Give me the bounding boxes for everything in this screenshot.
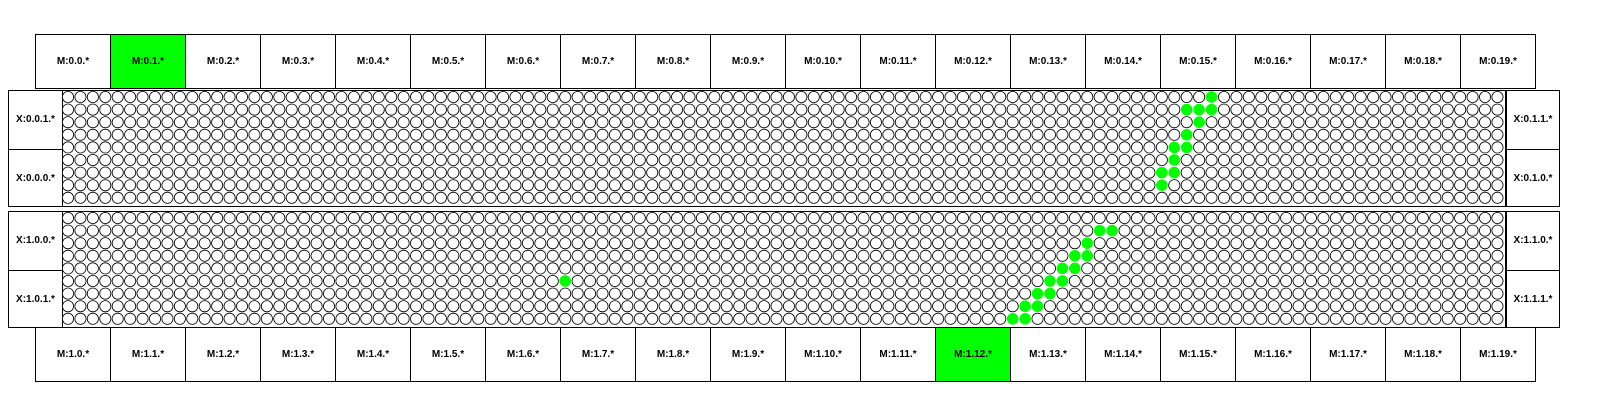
left-port-label-1-0: X:1.0.0.*: [8, 211, 63, 271]
bottom-module-10[interactable]: M:1.10.*: [785, 327, 861, 382]
bottom-module-18[interactable]: M:1.18.*: [1385, 327, 1461, 382]
bottom-module-3[interactable]: M:1.3.*: [260, 327, 336, 382]
crossbar-grid-frame-0: [62, 90, 1506, 207]
top-module-18[interactable]: M:0.18.*: [1385, 34, 1461, 89]
bottom-module-15[interactable]: M:1.15.*: [1160, 327, 1236, 382]
top-module-3[interactable]: M:0.3.*: [260, 34, 336, 89]
right-port-label-0-0: X:0.1.1.*: [1506, 90, 1560, 150]
top-module-1[interactable]: M:0.1.*: [110, 34, 186, 89]
top-module-0[interactable]: M:0.0.*: [35, 34, 111, 89]
bottom-module-9[interactable]: M:1.9.*: [710, 327, 786, 382]
right-port-label-1-0: X:1.1.0.*: [1506, 211, 1560, 271]
bottom-module-5[interactable]: M:1.5.*: [410, 327, 486, 382]
top-module-13[interactable]: M:0.13.*: [1010, 34, 1086, 89]
top-module-4[interactable]: M:0.4.*: [335, 34, 411, 89]
top-module-9[interactable]: M:0.9.*: [710, 34, 786, 89]
top-module-8[interactable]: M:0.8.*: [635, 34, 711, 89]
top-module-14[interactable]: M:0.14.*: [1085, 34, 1161, 89]
bottom-module-4[interactable]: M:1.4.*: [335, 327, 411, 382]
bottom-module-0[interactable]: M:1.0.*: [35, 327, 111, 382]
left-port-label-0-1: X:0.0.0.*: [8, 149, 63, 208]
top-module-7[interactable]: M:0.7.*: [560, 34, 636, 89]
bottom-module-8[interactable]: M:1.8.*: [635, 327, 711, 382]
top-module-17[interactable]: M:0.17.*: [1310, 34, 1386, 89]
top-module-2[interactable]: M:0.2.*: [185, 34, 261, 89]
top-module-15[interactable]: M:0.15.*: [1160, 34, 1236, 89]
right-port-label-1-1: X:1.1.1.*: [1506, 270, 1560, 329]
top-module-11[interactable]: M:0.11.*: [860, 34, 936, 89]
right-port-label-0-1: X:0.1.0.*: [1506, 149, 1560, 208]
bottom-module-16[interactable]: M:1.16.*: [1235, 327, 1311, 382]
top-module-19[interactable]: M:0.19.*: [1460, 34, 1536, 89]
left-port-label-1-1: X:1.0.1.*: [8, 270, 63, 329]
bottom-module-11[interactable]: M:1.11.*: [860, 327, 936, 382]
bottom-module-6[interactable]: M:1.6.*: [485, 327, 561, 382]
bottom-module-2[interactable]: M:1.2.*: [185, 327, 261, 382]
top-module-10[interactable]: M:0.10.*: [785, 34, 861, 89]
top-module-5[interactable]: M:0.5.*: [410, 34, 486, 89]
bottom-module-13[interactable]: M:1.13.*: [1010, 327, 1086, 382]
top-module-12[interactable]: M:0.12.*: [935, 34, 1011, 89]
bottom-module-12[interactable]: M:1.12.*: [935, 327, 1011, 382]
bottom-module-14[interactable]: M:1.14.*: [1085, 327, 1161, 382]
left-port-label-0-0: X:0.0.1.*: [8, 90, 63, 150]
top-module-6[interactable]: M:0.6.*: [485, 34, 561, 89]
top-module-16[interactable]: M:0.16.*: [1235, 34, 1311, 89]
crossbar-grid-frame-1: [62, 211, 1506, 328]
bottom-module-7[interactable]: M:1.7.*: [560, 327, 636, 382]
bottom-module-1[interactable]: M:1.1.*: [110, 327, 186, 382]
bottom-module-19[interactable]: M:1.19.*: [1460, 327, 1536, 382]
bottom-module-17[interactable]: M:1.17.*: [1310, 327, 1386, 382]
